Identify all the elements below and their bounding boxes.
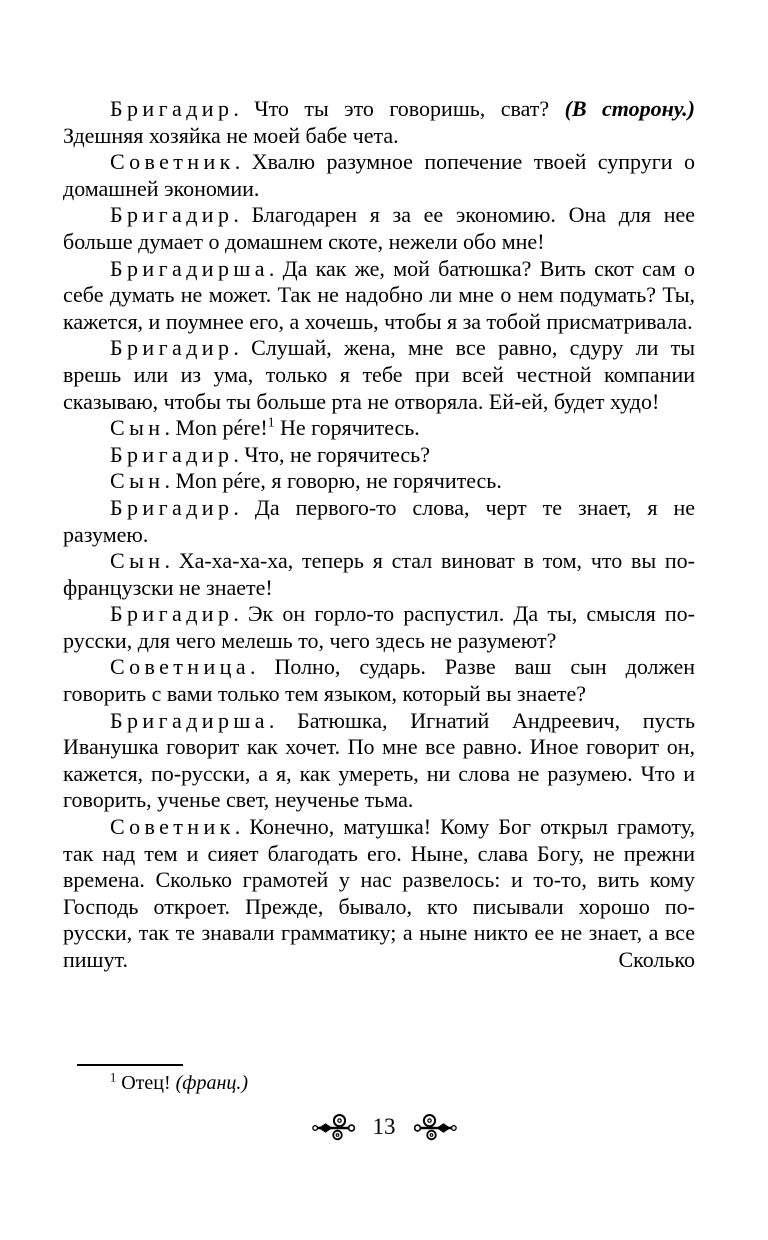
fleuron-left-icon — [312, 1112, 358, 1142]
paragraph — [63, 202, 695, 255]
footnote-section — [63, 1064, 695, 1096]
dialogue-text: . Ха-ха-ха-ха, теперь я стал виноват в том, что вы по-французски не знаете! — [63, 548, 695, 600]
footnote-ref: 1 — [267, 414, 275, 430]
speaker-name: Сын — [110, 415, 165, 441]
paragraph — [63, 495, 695, 548]
speaker-name: Бригадир — [110, 601, 234, 627]
dialogue-text: . Батюшка, Игнатий Андреевич, пусть Иванушка говорит как хочет. По мне все равно. Иное говорит он, кажется, по-русски, а я, как умереть, ни слова не разумею. Что и говорить, ученье свет, неученье тьма. — [63, 707, 695, 813]
dialogue-text: . Mon pére, я говорю, не горячитесь. — [164, 468, 502, 494]
paragraph — [63, 256, 695, 336]
paragraph — [63, 468, 695, 495]
dialogue-text: . Хвалю разумное попечение твоей супруги о домашней экономии. — [63, 149, 695, 201]
paragraph — [63, 149, 695, 202]
paragraph — [63, 415, 695, 442]
dialogue-text: . Да как же, мой батюшка? Вить скот сам о себе думать не может. Так не надобно ли мне о нем подумать? Ты, кажется, и поумнее его, а хочешь, чтобы я за тобой присматривала. — [63, 255, 695, 334]
speaker-name: Бригадир — [110, 335, 234, 361]
footnote-language-note: (франц.) — [175, 1072, 249, 1094]
speaker-name: Сын — [110, 548, 165, 574]
footnote-divider — [77, 1064, 183, 1066]
speaker-name: Советница — [110, 654, 250, 680]
paragraph — [63, 708, 695, 814]
dialogue-text: Здешняя хозяйка не моей бабе чета. — [63, 122, 399, 148]
dialogue-text: Не горячитесь. — [274, 415, 420, 441]
dialogue-text: . Эк он горло-то распустил. Да ты, смысля по-русски, для чего мелешь то, чего здесь не разумеют? — [63, 601, 695, 653]
paragraph — [63, 335, 695, 415]
paragraph — [63, 814, 695, 974]
dialogue-text: . Mon pére! — [164, 415, 268, 441]
dialogue-text: . Конечно, матушка! Кому Бог открыл грамоту, так над тем и сияет благодать его. Ныне, слава Богу, не прежни времена. Сколько грамотей у нас развелось: и то-то, вить кому Господь откроет. Прежде, бывало, кто писывали хорошо по-русски, так те знавали грамматику; а ныне никто ее не знает, а все пишут. Сколько — [63, 814, 695, 972]
paragraph — [63, 442, 695, 469]
speaker-name: Бригадир — [110, 441, 234, 467]
dialogue-text: . Слушай, жена, мне все равно, сдуру ли ты врешь или из ума, только я тебе при всей честной компании сказываю, чтобы ты больше рта не отворяла. Ей-ей, будет худо! — [63, 335, 695, 414]
paragraph — [63, 654, 695, 707]
page-footer — [0, 1112, 768, 1142]
speaker-name: Бригадирша — [110, 707, 269, 733]
footnote-body: Отец! — [116, 1072, 176, 1094]
speaker-name: Бригадир — [110, 202, 234, 228]
speaker-name: Советник — [110, 814, 235, 840]
dialogue-text: . Да первого-то слова, черт те знает, я не разумею. — [63, 494, 695, 547]
speaker-name: Бригадир — [110, 494, 234, 520]
page-text — [63, 96, 695, 1064]
speaker-name: Бригадирша — [110, 255, 269, 281]
stage-direction: (В сторону.) — [564, 96, 695, 121]
speaker-name: Сын — [110, 468, 165, 494]
speaker-name: Бригадир — [110, 96, 234, 121]
footnote-text — [63, 1071, 695, 1096]
dialogue-text: . Благодарен я за ее экономию. Она для нее больше думает о домашнем скоте, нежели обо мне! — [63, 202, 695, 254]
paragraph — [63, 96, 695, 149]
footnote-marker: 1 — [110, 1070, 117, 1085]
paragraph — [63, 601, 695, 654]
paragraph — [63, 548, 695, 601]
dialogue-text: . Что, не горячитесь? — [233, 441, 430, 467]
speaker-name: Советник — [110, 149, 235, 175]
dialogue-text: . Полно, сударь. Разве ваш сын должен говорить с вами только тем языком, который вы знаете? — [63, 654, 695, 707]
dialogue-text: . Что ты это говоришь, сват? — [233, 96, 565, 121]
page-number: 13 — [372, 1114, 396, 1139]
fleuron-right-icon — [411, 1112, 457, 1142]
